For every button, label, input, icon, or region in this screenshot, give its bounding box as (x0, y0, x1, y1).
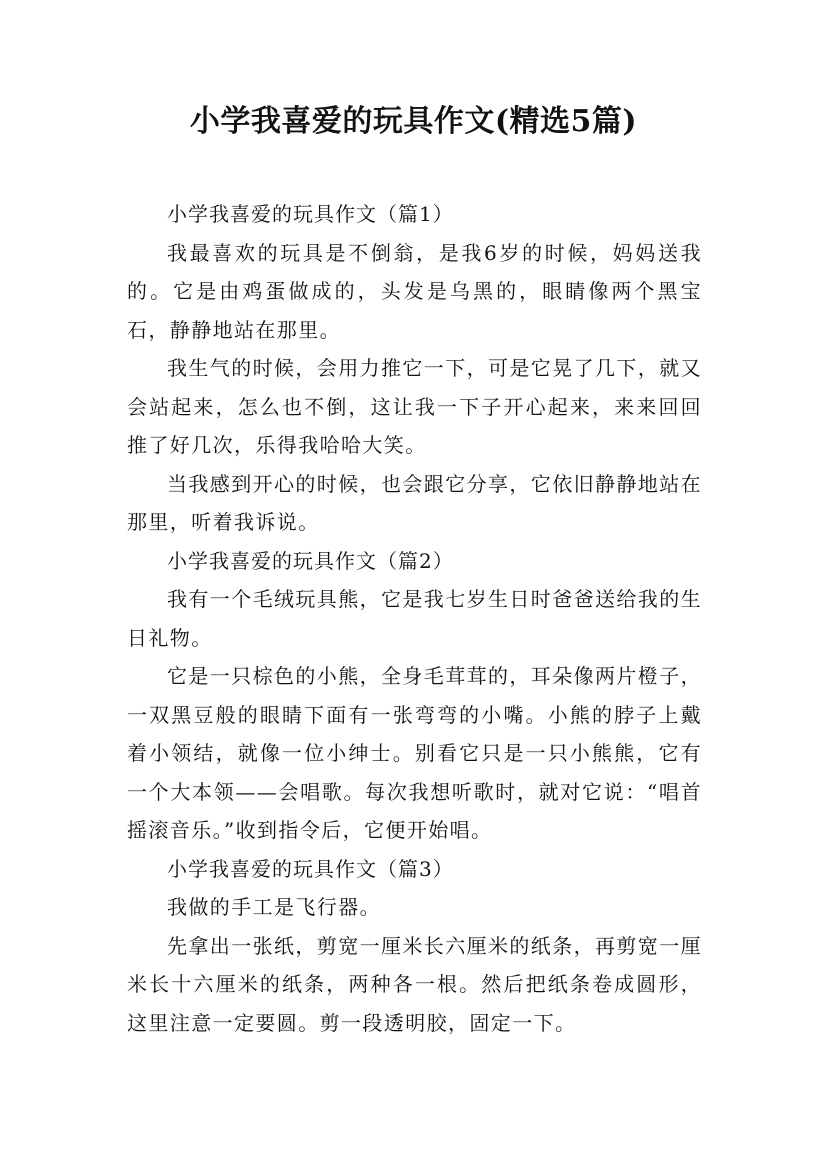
paragraph: 它是一只棕色的小熊，全身毛茸茸的，耳朵像两片橙子，一双黑豆般的眼睛下面有一张弯弯的小嘴。小熊的脖子上戴着小领结，就像一位小绅士。别看它只是一只小熊熊，它有一个大本领——会唱歌。每次我想听歌时，就对它说：“唱首摇滚音乐。”收到指令后，它便开始唱。 (127, 664, 702, 842)
document-title: 小学我喜爱的玩具作文(精选5篇) (189, 104, 638, 139)
section-heading: 小学我喜爱的玩具作文（篇2） (167, 548, 454, 573)
section-heading: 小学我喜爱的玩具作文（篇1） (167, 202, 454, 226)
paragraph: 先拿出一张纸，剪宽一厘米长六厘米的纸条，再剪宽一厘米长十六厘米的纸条，两种各一根。然后把纸条卷成圆形，这里注意一定要圆。剪一段透明胶，固定一下。 (127, 933, 702, 1035)
paragraph: 我做的手工是飞行器。 (167, 895, 381, 919)
document-body (127, 195, 702, 1042)
paragraph: 当我感到开心的时候，也会跟它分享，它依旧静静地站在那里，听着我诉说。 (127, 471, 702, 534)
section-heading: 小学我喜爱的玩具作文（篇3） (167, 856, 454, 881)
paragraph: 我有一个毛绒玩具熊，它是我七岁生日时爸爸送给我的生日礼物。 (127, 587, 702, 650)
paragraph: 我生气的时候，会用力推它一下，可是它晃了几下，就又会站起来，怎么也不倒，这让我一下子开心起来，来来回回推了好几次，乐得我哈哈大笑。 (127, 356, 702, 457)
paragraph: 我最喜欢的玩具是不倒翁，是我6岁的时候，妈妈送我的。它是由鸡蛋做成的，头发是乌黑的，眼睛像两个黑宝石，静静地站在那里。 (127, 240, 702, 342)
